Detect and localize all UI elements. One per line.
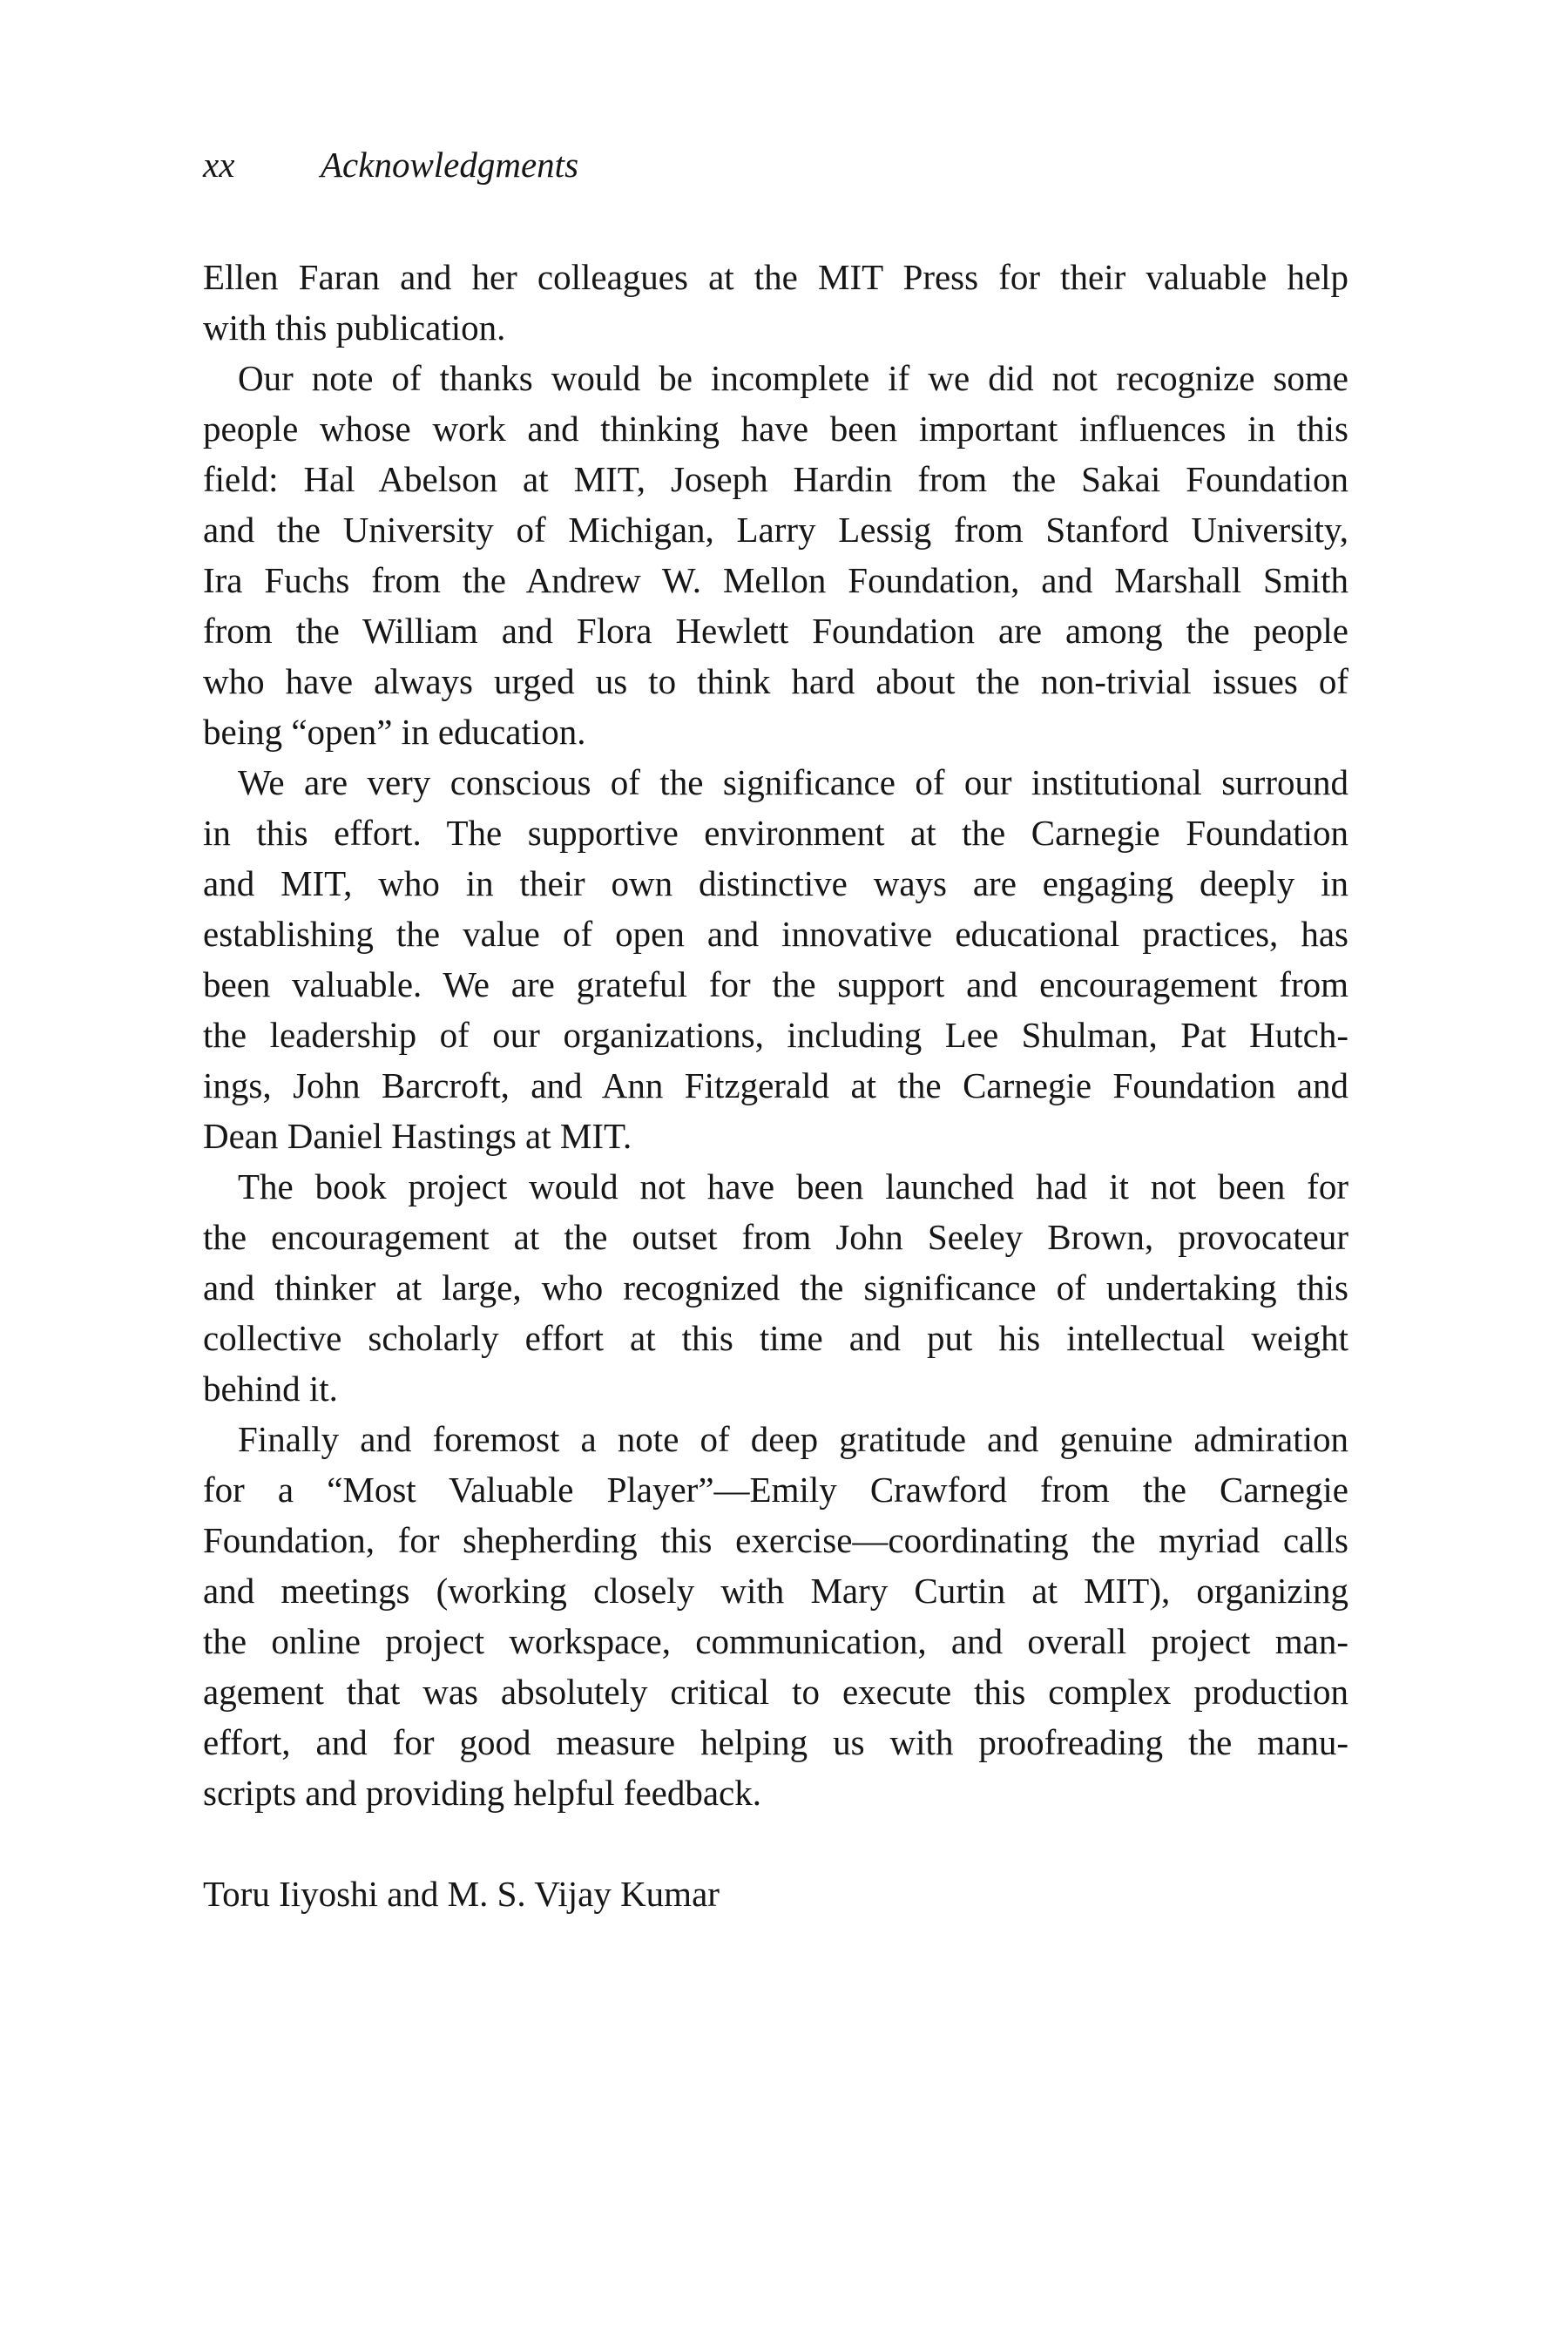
text-line: for a “Most Valuable Player”—Emily Crawford from the Carnegie	[203, 1470, 1348, 1510]
paragraph	[203, 353, 1348, 757]
text-line: establishing the value of open and innovative educational practices, has	[203, 914, 1348, 954]
paragraph	[203, 757, 1348, 1161]
text-line: We are very conscious of the significance of our institutional surround	[238, 762, 1348, 802]
text-line: ings, John Barcroft, and Ann Fitzgerald at the Carnegie Foundation and	[203, 1065, 1348, 1105]
text-line: Finally and foremost a note of deep gratitude and genuine admiration	[238, 1419, 1348, 1459]
text-line: people whose work and thinking have been important influences in this	[203, 409, 1348, 449]
text-line: and the University of Michigan, Larry Lessig from Stanford University,	[203, 510, 1348, 550]
text-line: and thinker at large, who recognized the significance of undertaking this	[203, 1267, 1348, 1308]
text-line: Ira Fuchs from the Andrew W. Mellon Foundation, and Marshall Smith	[203, 560, 1348, 600]
text-line: and meetings (working closely with Mary Curtin at MIT), organizing	[203, 1571, 1348, 1611]
text-line: the encouragement at the outset from John Seeley Brown, provocateur	[203, 1217, 1348, 1257]
paragraph	[203, 1414, 1348, 1818]
text-line: scripts and providing helpful feedback.	[203, 1773, 762, 1813]
text-line: field: Hal Abelson at MIT, Joseph Hardin from the Sakai Foundation	[203, 459, 1348, 499]
text-line: Ellen Faran and her colleagues at the MIT Press for their valuable help	[203, 257, 1348, 297]
text-line: collective scholarly effort at this time and put his intellectual weight	[203, 1318, 1348, 1358]
signature: Toru Iiyoshi and M. S. Vijay Kumar	[203, 1874, 720, 1914]
text-line: the leadership of our organizations, including Lee Shulman, Pat Hutch-	[203, 1015, 1348, 1055]
text-line: behind it.	[203, 1369, 338, 1409]
paragraph	[203, 252, 1348, 353]
text-line: who have always urged us to think hard about the non-trivial issues of	[203, 661, 1348, 701]
text-line: from the William and Flora Hewlett Foundation are among the people	[203, 611, 1348, 651]
text-line: effort, and for good measure helping us with proofreading the manu-	[203, 1722, 1348, 1762]
text-line: The book project would not have been launched had it not been for	[238, 1166, 1348, 1206]
page-number: xx	[203, 145, 235, 185]
text-line: the online project workspace, communication, and overall project man-	[203, 1621, 1348, 1661]
text-line: being “open” in education.	[203, 712, 586, 752]
text-line: been valuable. We are grateful for the support and encouragement from	[203, 964, 1348, 1004]
text-line: with this publication.	[203, 308, 506, 348]
text-line: Dean Daniel Hastings at MIT.	[203, 1116, 632, 1156]
text-line: Foundation, for shepherding this exercise—coordinating the myriad calls	[203, 1520, 1348, 1560]
running-title: Acknowledgments	[321, 145, 579, 185]
text-line: and MIT, who in their own distinctive ways are engaging deeply in	[203, 863, 1348, 903]
paragraph	[203, 1161, 1348, 1414]
running-header	[203, 139, 578, 190]
text-line: agement that was absolutely critical to execute this complex production	[203, 1672, 1348, 1712]
text-line: Our note of thanks would be incomplete if we did not recognize some	[238, 358, 1348, 398]
text-line: in this effort. The supportive environment at the Carnegie Foundation	[203, 813, 1348, 853]
body-text	[203, 252, 1348, 1919]
